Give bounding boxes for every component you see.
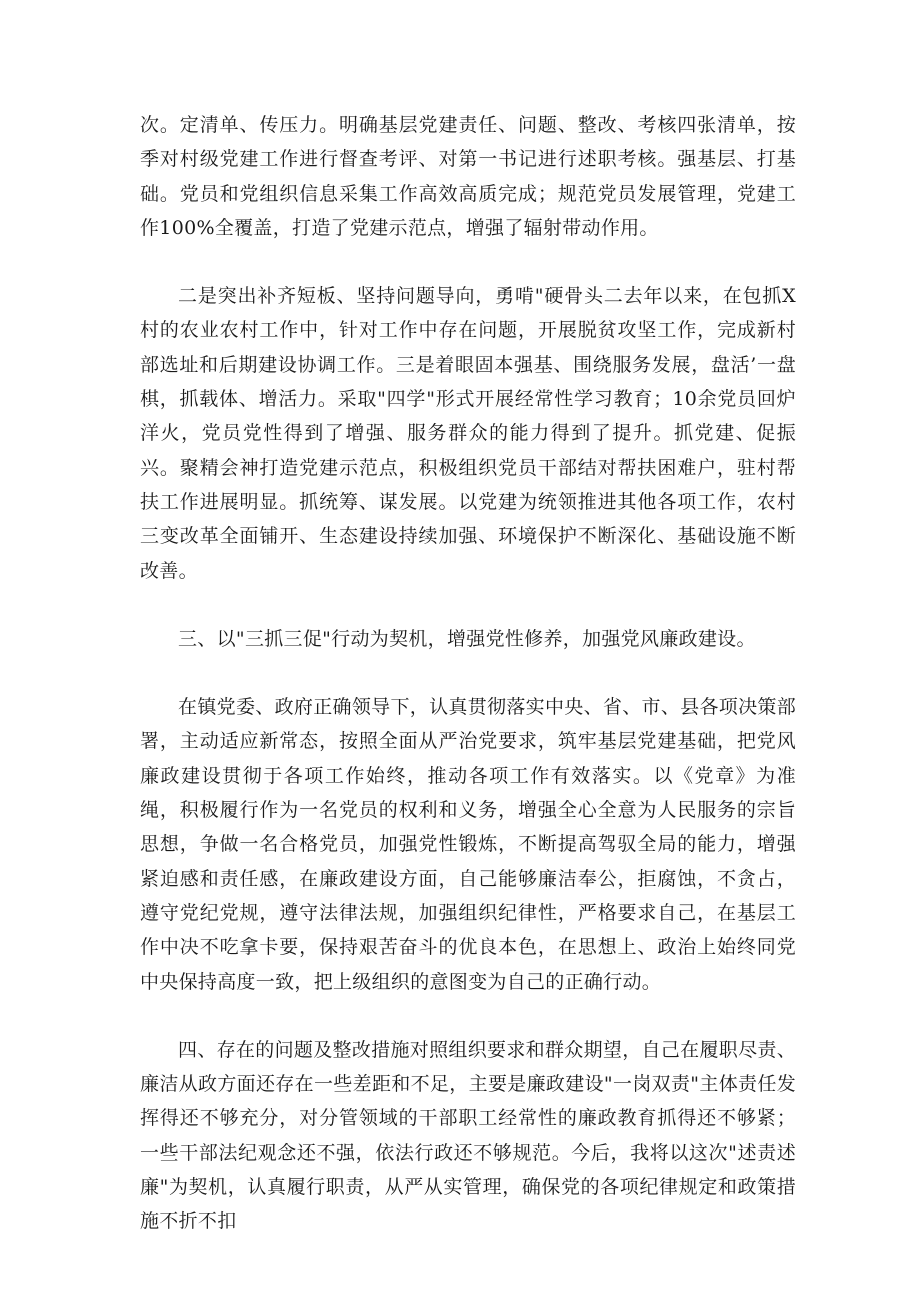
document-page (140, 108, 796, 1239)
paragraph-5: 四、存在的问题及整改措施对照组织要求和群众期望，自己在履职尽责、廉洁从政方面还存在一些差距和不足，主要是廉政建设"一岗双责"主体责任发挥得还不够充分，对分管领域的干部职工经常性的廉政教育抓得还不够紧；一些干部法纪观念还不强，依法行政还不够规范。今后，我将以这次"述责述廉"为契机，认真履行职责，从严从实管理，确保党的各项纪律规定和政策措施不折不扣 (140, 1038, 796, 1233)
paragraph-spacer (140, 588, 796, 622)
paragraph-spacer (140, 999, 796, 1033)
paragraph-1: 次。定清单、传压力。明确基层党建责任、问题、整改、考核四张清单，按季对村级党建工作进行督查考评、对第一书记进行述职考核。强基层、打基础。党员和党组织信息采集工作高效高质完成；规范党员发展管理，党建工作100%全覆盖，打造了党建示范点，增强了辐射带动作用。 (140, 114, 796, 239)
paragraph-2: 二是突出补齐短板、坚持问题导向，勇啃"硬骨头二去年以来，在包抓X村的农业农村工作中，针对工作中存在问题，开展脱贫攻坚工作，完成新村部选址和后期建设协调工作。三是着眼固本强基、围绕服务发展，盘活’一盘棋，抓载体、增活力。采取"四学"形式开展经常性学习教育；10余党员回炉洋火，党员党性得到了增强、服务群众的能力得到了提升。抓党建、促振兴。聚精会神打造党建示范点，积极组织党员干部结对帮扶困难户，驻村帮扶工作进展明显。抓统筹、谋发展。以党建为统领推进其他各项工作，农村三变改革全面铺开、生态建设持续加强、环境保护不断深化、基础设施不断改善。 (140, 285, 796, 582)
paragraph-spacer (140, 656, 796, 690)
paragraph-4: 在镇党委、政府正确领导下，认真贯彻落实中央、省、市、县各项决策部署，主动适应新常态，按照全面从严治党要求，筑牢基层党建基础，把党风廉政建设贯彻于各项工作始终，推动各项工作有效落实。以《党章》为准绳，积极履行作为一名党员的权利和义务，增强全心全意为人民服务的宗旨思想，争做一名合格党员，加强党性锻炼，不断提高驾驭全局的能力，增强紧迫感和责任感，在廉政建设方面，自己能够廉洁奉公，拒腐蚀，不贪占，遵守党纪党规，遵守法律法规，加强组织纪律性，严格要求自己，在基层工作中决不吃拿卡要，保持艰苦奋斗的优良本色，在思想上、政治上始终同党中央保持高度一致，把上级组织的意图变为自己的正确行动。 (140, 696, 796, 993)
paragraph-spacer (140, 245, 796, 279)
section-heading-3: 三、以"三抓三促"行动为契机，增强党性修养，加强党风廉政建设。 (178, 627, 756, 650)
